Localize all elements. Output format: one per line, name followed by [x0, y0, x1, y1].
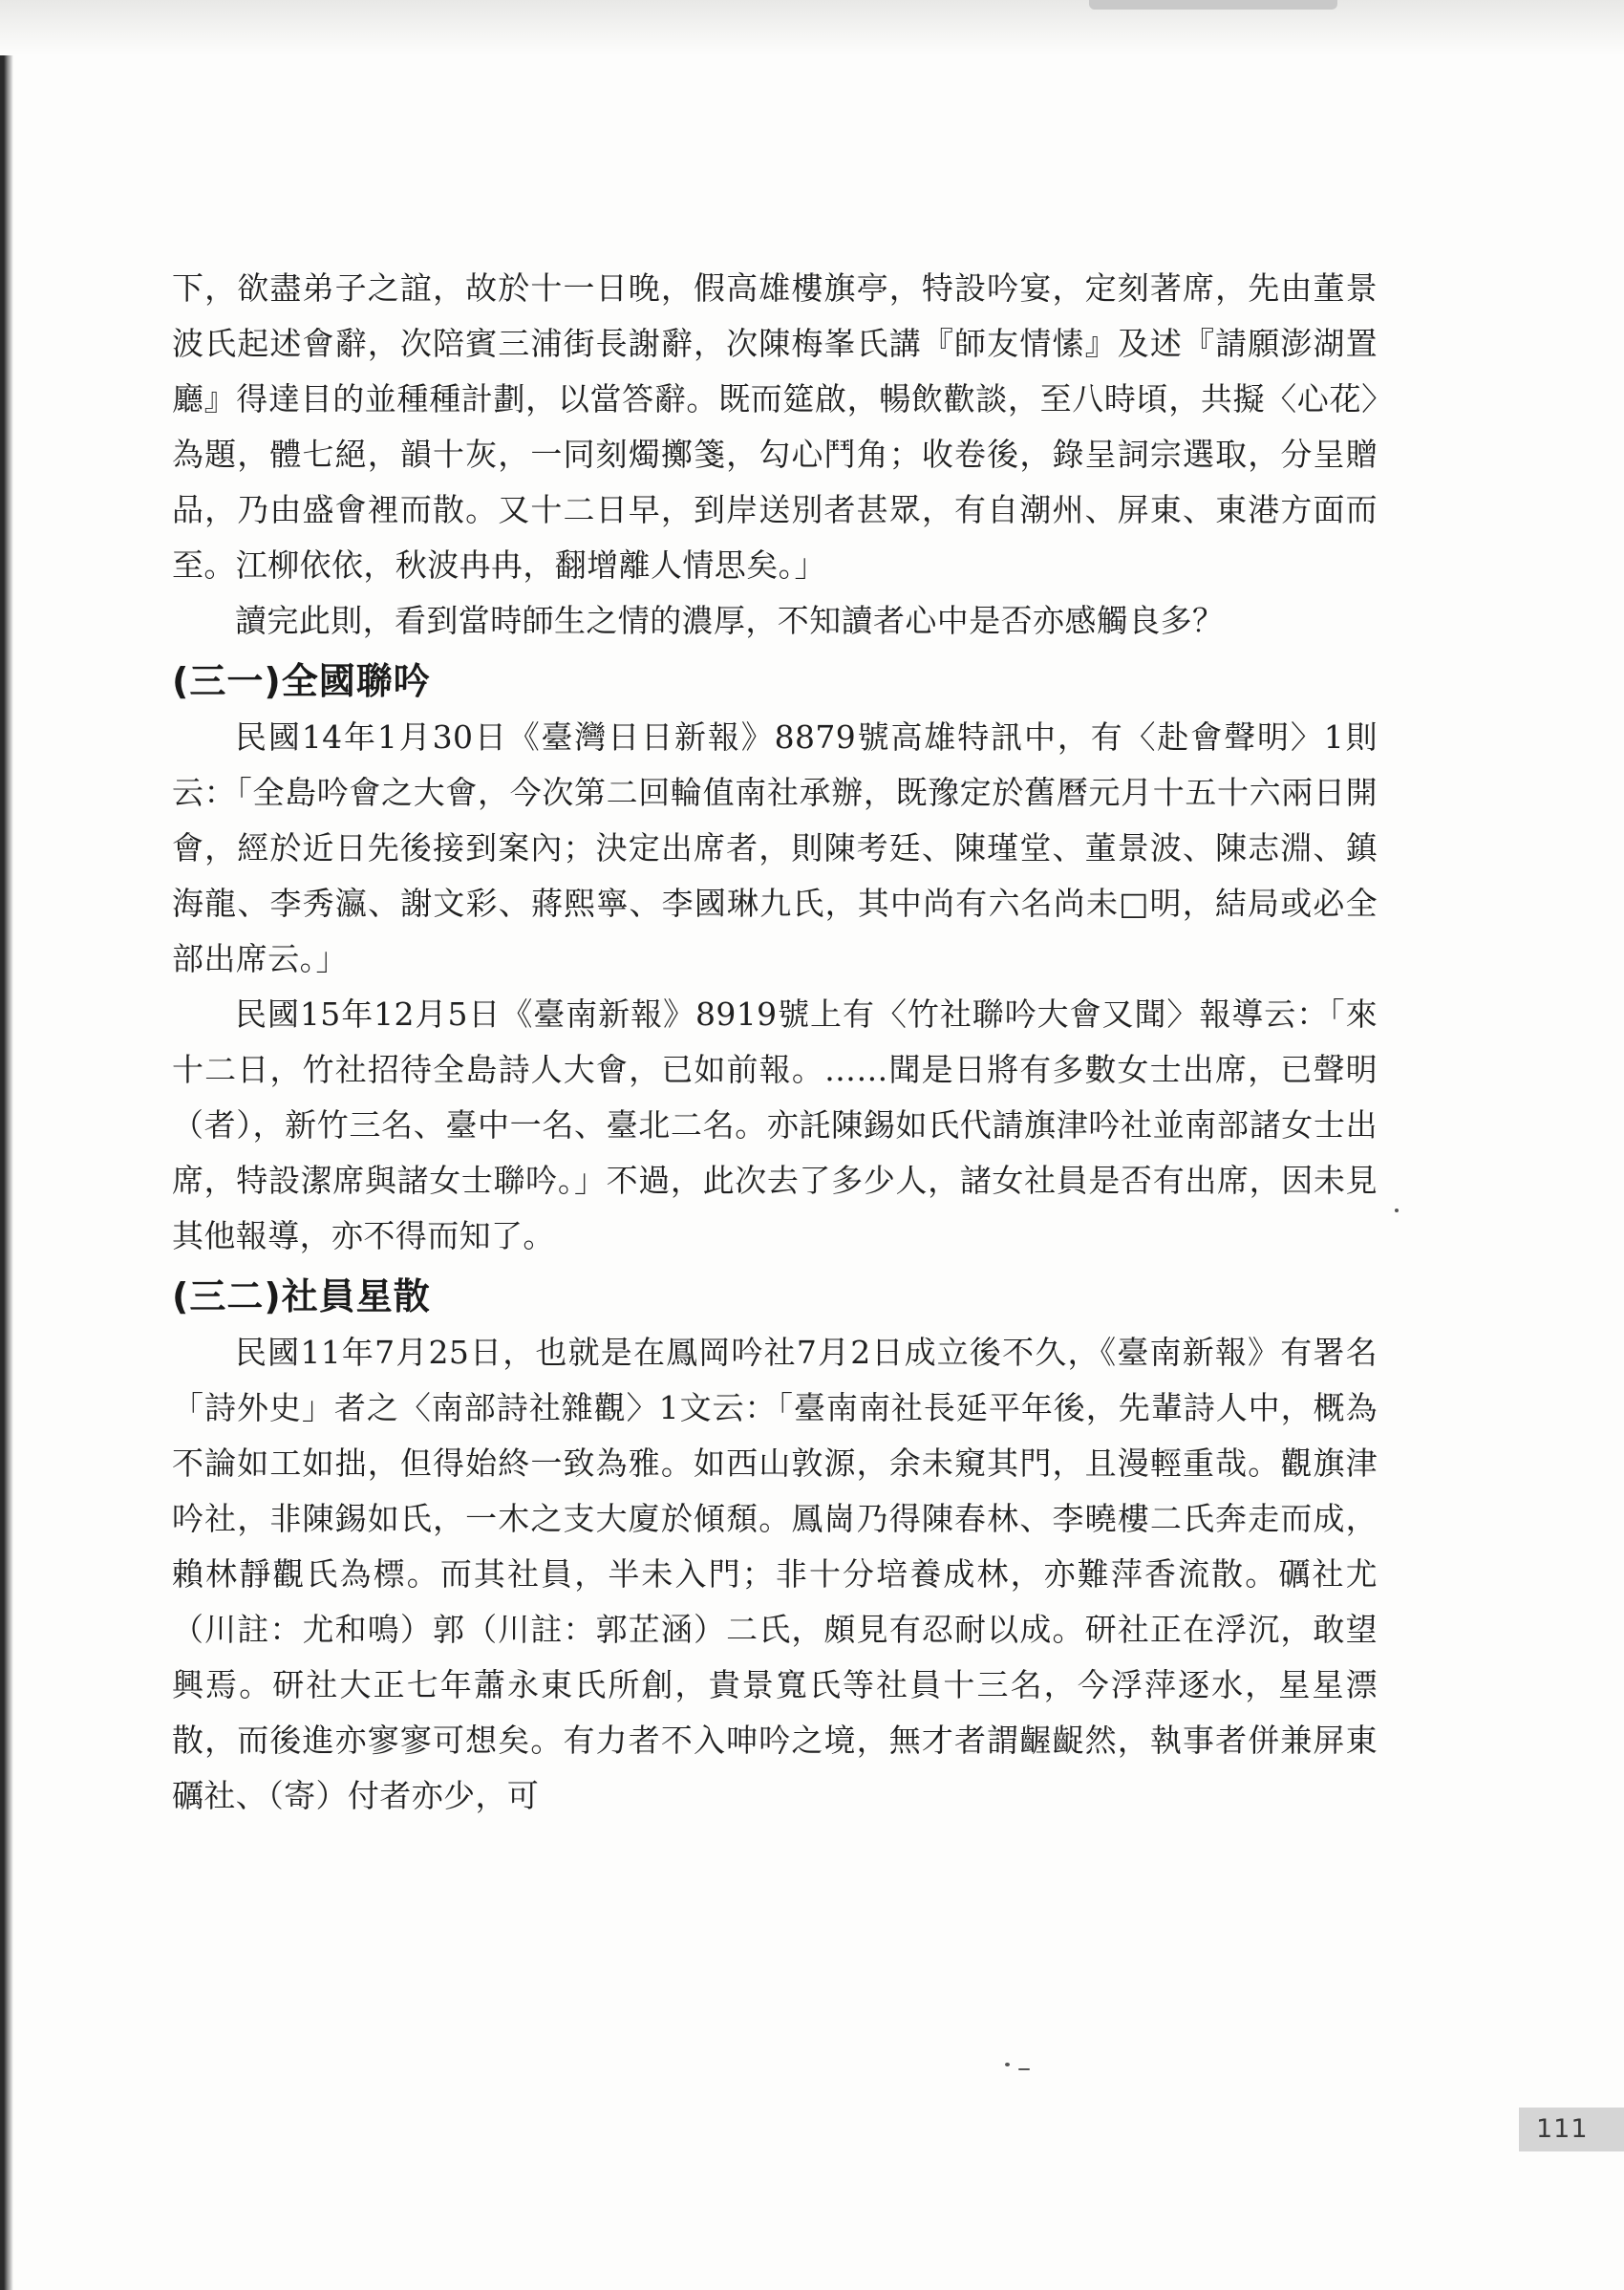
- section-heading: (三一)全國聯吟: [172, 660, 431, 702]
- paragraph: 民國11年7月25日，也就是在鳳岡吟社7月2日成立後不久，《臺南新報》有署名「詩外史」者之〈南部詩社雜觀〉1文云：「臺南南社長延平年後，先輩詩人中，概為不論如工如拙，但得始終一致為雅。如西山敦源，余未窺其門，且漫輕重哉。觀旗津吟社，非陳錫如氏，一木之支大廈於傾頹。鳳崗乃得陳春林、李曉樓二氏奔走而成，賴林靜觀氏為標。而其社員，半未入門；非十分培養成林，亦難萍香流散。礪社尤（川註：尤和鳴）郭（川註：郭芷涵）二氏，頗見有忍耐以成。研社正在浮沉，敢望興焉。研社大正七年蕭永東氏所創，貴景寬氏等社員十三名，今浮萍逐水，星星漂散，而後進亦寥寥可想矣。有力者不入呻吟之境，無才者謂齷齪然，執事者併兼屏東礪社、（寄）付者亦少，可: [172, 1334, 1378, 1814]
- section-heading: (三二)社員星散: [172, 1275, 431, 1317]
- paragraph: 民國15年12月5日《臺南新報》8919號上有〈竹社聯吟大會又聞〉報導云：「來十二日，竹社招待全島詩人大會，已如前報。……聞是日將有多數女士出席，已聲明（者），新竹三名、臺中一名、臺北二名。亦託陳錫如氏代請旗津吟社並南部諸女士出席，特設潔席與諸女士聯吟。」不過，此次去了多少人，諸女社員是否有出席，因未見其他報導，亦不得而知了。: [172, 995, 1378, 1254]
- page-number: 111: [1536, 2114, 1589, 2144]
- page-body: [172, 261, 1378, 1824]
- scan-speck: [1005, 2063, 1010, 2066]
- paragraph: 讀完此則，看到當時師生之情的濃厚，不知讀者心中是否亦感觸良多？: [235, 602, 1225, 639]
- paragraph-continuation: 下，欲盡弟子之誼，故於十一日晚，假高雄樓旗亭，特設吟宴，定刻著席，先由董景波氏起述會辭，次陪賓三浦街長謝辭，次陳梅峯氏講『師友情愫』及述『請願澎湖置廳』得達目的並種種計劃，以當答辭。既而筵啟，暢飲歡談，至八時頃，共擬〈心花〉為題，體七絕，韻十灰，一同刻燭擲箋，勾心鬥角；收卷後，錄呈詞宗選取，分呈贈品，乃由盛會裡而散。又十二日早，到岸送別者甚眾，有自潮州、屏東、東港方面而至。江柳依依，秋波冉冉，翻增離人情思矣。」: [172, 269, 1378, 584]
- scan-speck: [1395, 1209, 1399, 1212]
- scan-speck: [1018, 2068, 1030, 2070]
- paragraph: 民國14年1月30日《臺灣日日新報》8879號高雄特訊中，有〈赴會聲明〉1則云：「全島吟會之大會，今次第二回輪值南社承辦，既豫定於舊曆元月十五十六兩日開會，經於近日先後接到案內；決定出席者，則陳考廷、陳瑾堂、董景波、陳志淵、鎮海龍、李秀瀛、謝文彩、蔣熙寧、李國琳九氏，其中尚有六名尚未□明，結局或必全部出席云。」: [172, 718, 1378, 977]
- scan-top-shadow: [0, 0, 1624, 55]
- scan-top-mark: [1089, 0, 1337, 10]
- page-binding-edge: [0, 0, 13, 2290]
